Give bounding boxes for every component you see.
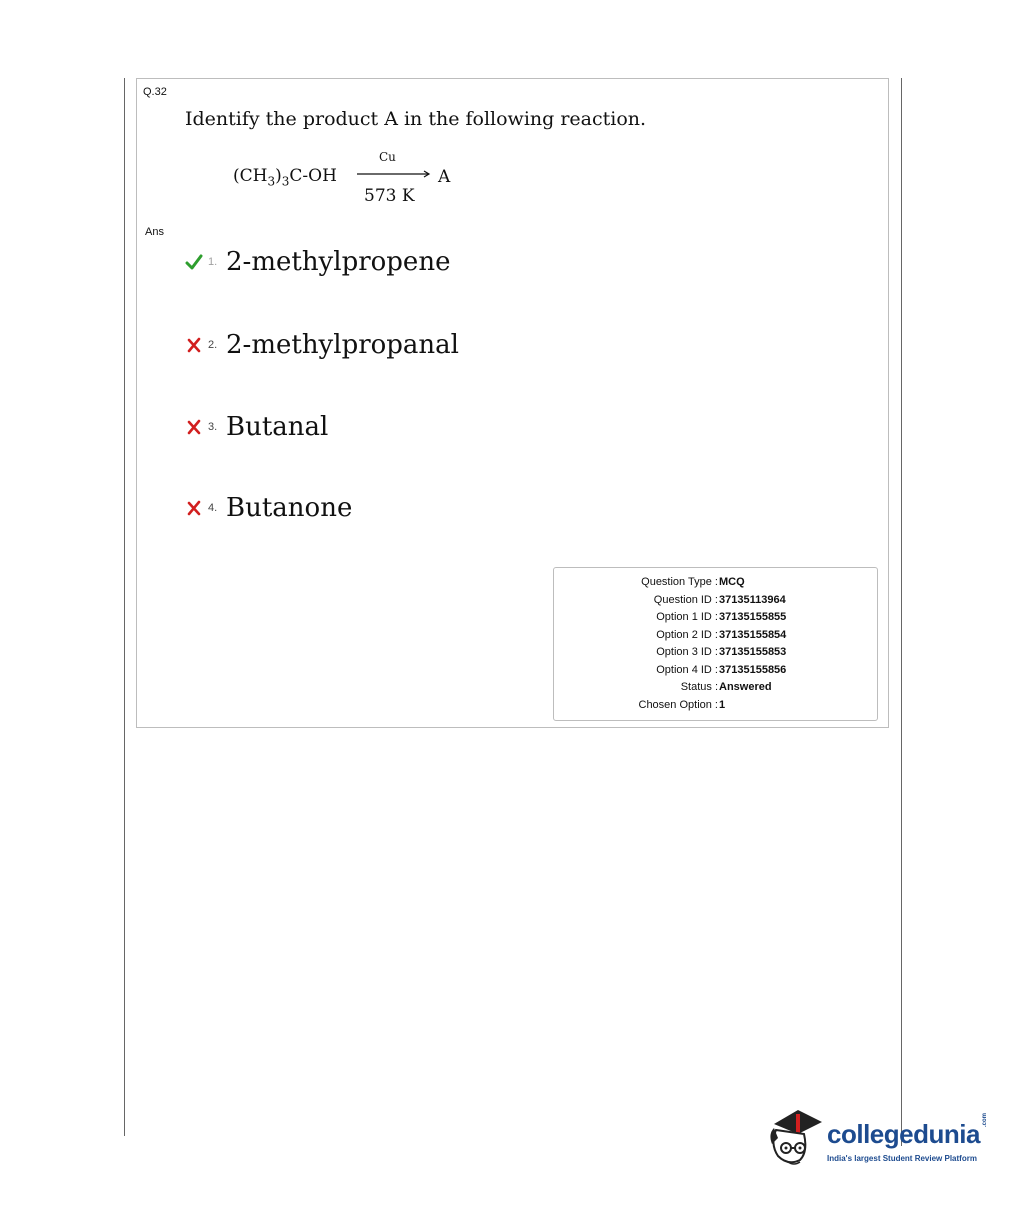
page-right-rule	[901, 78, 902, 1146]
option-number: 3.	[208, 421, 218, 433]
info-chosen-option: Chosen Option : 1	[638, 699, 726, 711]
cross-icon	[185, 336, 203, 354]
option-text: Butanal	[226, 412, 329, 442]
logo-tagline: India's largest Student Review Platform	[827, 1154, 977, 1163]
check-icon	[185, 253, 203, 271]
option-4	[185, 488, 352, 528]
cross-icon	[185, 418, 203, 436]
question-info-box	[553, 567, 878, 721]
condition-label: 573 K	[364, 186, 415, 206]
info-option-1-id: Option 1 ID : 37135155855	[656, 611, 787, 623]
logo-wordmark: collegedunia	[827, 1119, 980, 1149]
catalyst-label: Cu	[379, 150, 396, 164]
info-option-3-id: Option 3 ID : 37135155853	[656, 646, 787, 658]
info-option-4-id: Option 4 ID : 37135155856	[656, 664, 787, 676]
option-number: 2.	[208, 339, 218, 351]
mascot-icon	[764, 1104, 824, 1176]
option-number: 4.	[208, 502, 218, 514]
question-number: Q.32	[143, 86, 167, 98]
option-text: 2-methylpropanal	[226, 330, 459, 360]
info-option-2-id: Option 2 ID : 37135155854	[656, 629, 787, 641]
product-label: A	[438, 167, 451, 187]
reaction-arrow-icon	[357, 169, 433, 179]
info-question-type: Question Type : MCQ	[641, 576, 745, 588]
info-status: Status : Answered	[680, 681, 772, 693]
option-1	[185, 242, 450, 282]
question-text: Identify the product A in the following reaction.	[185, 108, 647, 130]
reaction-equation	[233, 148, 463, 212]
option-text: Butanone	[226, 493, 353, 523]
reactant: $(CH_3)_3C-OH$	[233, 166, 337, 189]
cross-icon	[185, 499, 203, 517]
option-2	[185, 325, 459, 365]
option-number: 1.	[208, 256, 218, 268]
page-left-rule	[124, 78, 125, 1136]
option-text: 2-methylpropene	[226, 247, 451, 277]
logo-suffix: .com	[982, 1112, 988, 1127]
option-3	[185, 407, 328, 447]
collegedunia-logo	[764, 1104, 992, 1176]
info-question-id: Question ID : 37135113964	[653, 594, 786, 606]
answer-label: Ans	[145, 226, 164, 238]
